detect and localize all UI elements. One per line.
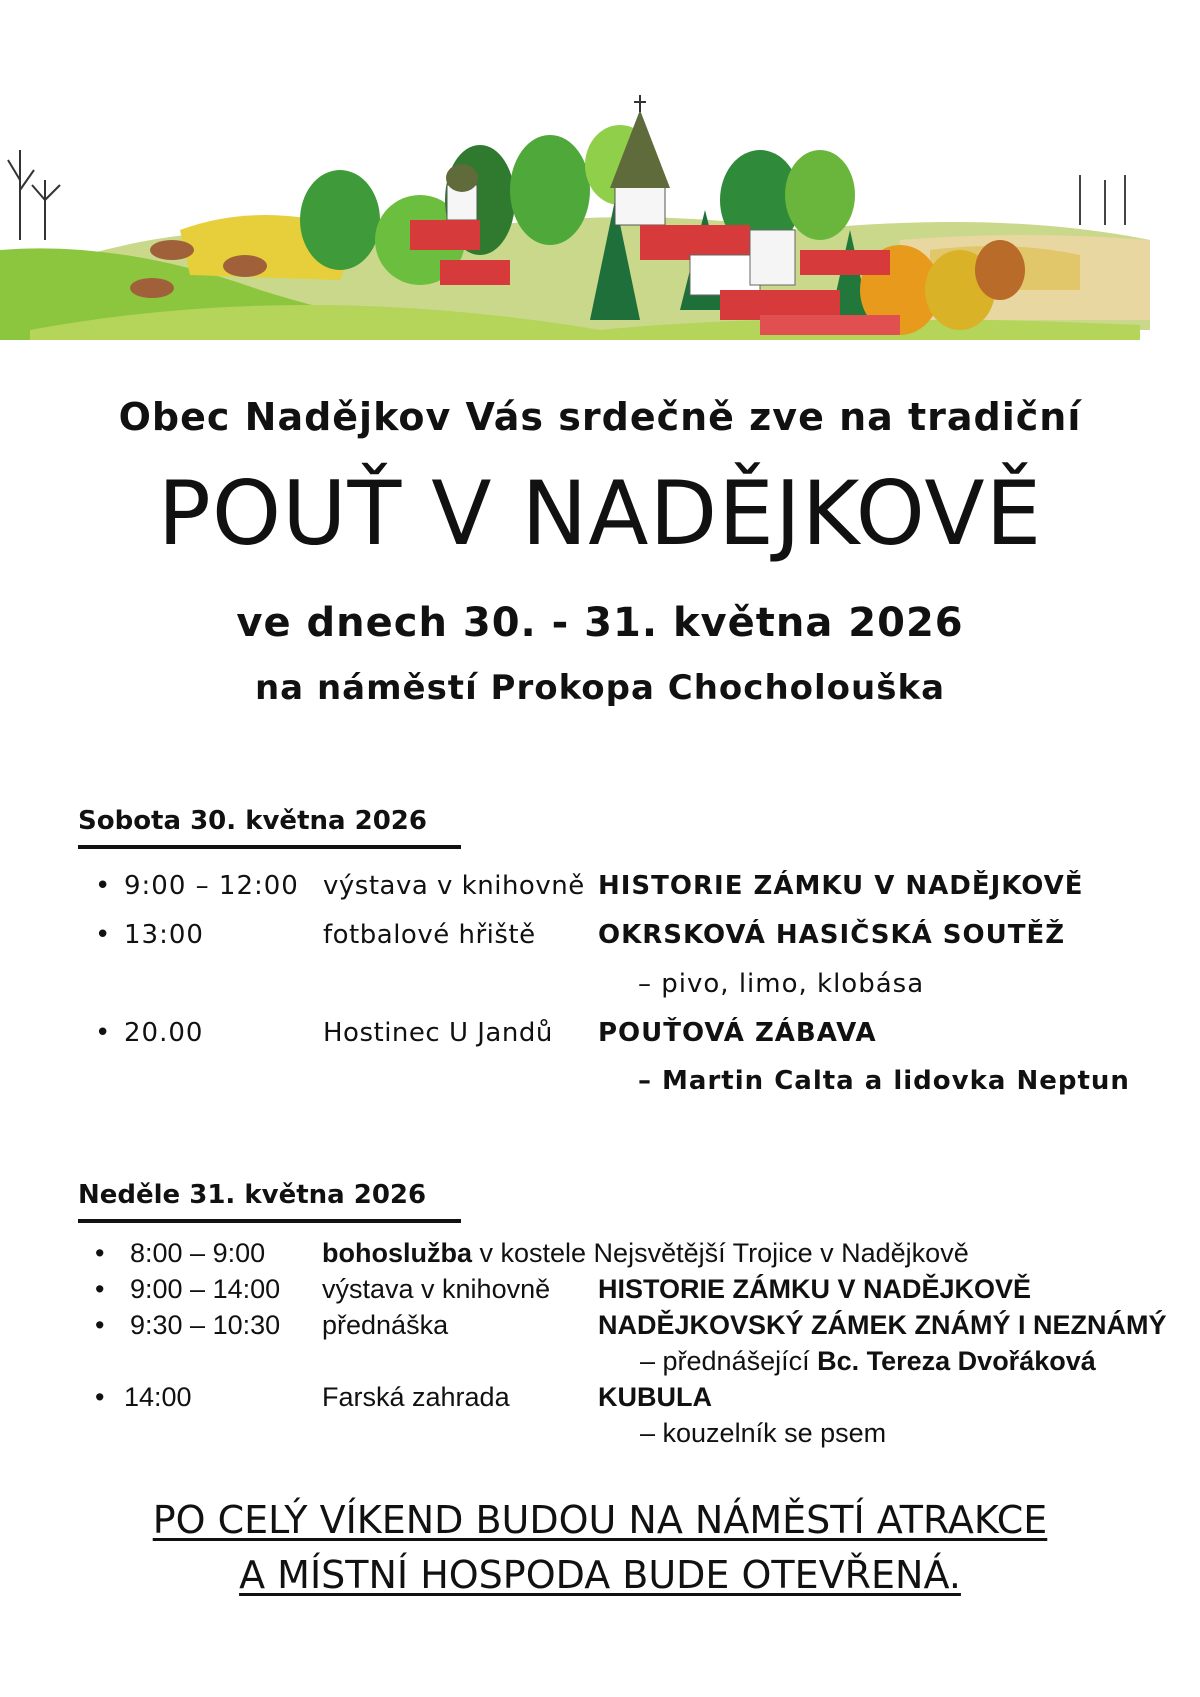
item-event: NADĚJKOVSKÝ ZÁMEK ZNÁMÝ I NEZNÁMÝ: [598, 1310, 1167, 1340]
item-time: 20.00: [124, 1018, 204, 1048]
footer-line-2: A MÍSTNÍ HOSPODA BUDE OTEVŘENÁ.: [239, 1553, 961, 1597]
bullet: •: [95, 1018, 111, 1048]
footer-line-1: PO CELÝ VÍKEND BUDOU NA NÁMĚSTÍ ATRAKCE: [152, 1498, 1048, 1542]
item-event: POUŤOVÁ ZÁBAVA: [598, 1018, 877, 1048]
event-dates: ve dnech 30. - 31. května 2026: [236, 600, 964, 646]
item-location: výstava v knihovně: [323, 871, 585, 901]
item-time: 13:00: [124, 920, 204, 950]
item-detail-prefix: – přednášející: [640, 1346, 818, 1376]
saturday-underline: [78, 845, 461, 849]
bullet: •: [95, 1238, 105, 1268]
sunday-heading: Neděle 31. května 2026: [78, 1180, 427, 1210]
event-place: na náměstí Prokopa Chocholouška: [254, 668, 946, 708]
item-detail: – Martin Calta a lidovka Neptun: [638, 1066, 1130, 1096]
bullet: •: [95, 1310, 105, 1340]
village-illustration: [0, 90, 1200, 350]
item-detail: [640, 1346, 1096, 1377]
item-location-rest: v kostele Nejsvětější Trojice v Nadějkově: [472, 1238, 969, 1268]
bullet: •: [95, 871, 111, 901]
item-event: KUBULA: [598, 1382, 712, 1412]
item-time: 9:30 – 10:30: [130, 1310, 281, 1340]
bullet: •: [95, 1382, 105, 1412]
item-location: přednáška: [322, 1310, 449, 1340]
item-location: Farská zahrada: [322, 1382, 510, 1412]
item-location: [322, 1238, 969, 1269]
item-time: 14:00: [124, 1382, 192, 1412]
saturday-heading: Sobota 30. května 2026: [78, 806, 427, 836]
invitation-intro: Obec Nadějkov Vás srdečně zve na tradiční: [118, 395, 1082, 439]
sunday-underline: [78, 1219, 461, 1223]
item-time: 8:00 – 9:00: [130, 1238, 266, 1268]
item-time: 9:00 – 12:00: [124, 871, 299, 901]
item-location: výstava v knihovně: [322, 1274, 551, 1304]
item-event: HISTORIE ZÁMKU V NADĚJKOVĚ: [598, 1274, 1032, 1304]
item-detail: – kouzelník se psem: [640, 1418, 887, 1448]
item-location: fotbalové hřiště: [323, 920, 536, 950]
item-detail-bold: Bc. Tereza Dvořáková: [817, 1346, 1096, 1376]
item-location: Hostinec U Jandů: [323, 1018, 553, 1048]
item-time: 9:00 – 14:00: [130, 1274, 281, 1304]
item-event: OKRSKOVÁ HASIČSKÁ SOUTĚŽ: [598, 920, 1066, 950]
item-detail: – pivo, limo, klobása: [638, 969, 925, 999]
bullet: •: [95, 920, 111, 950]
item-event: HISTORIE ZÁMKU V NADĚJKOVĚ: [598, 871, 1084, 901]
bullet: •: [95, 1274, 105, 1304]
event-title: POUŤ V NADĚJKOVĚ: [157, 462, 1043, 565]
item-location-bold: bohoslužba: [322, 1238, 472, 1268]
